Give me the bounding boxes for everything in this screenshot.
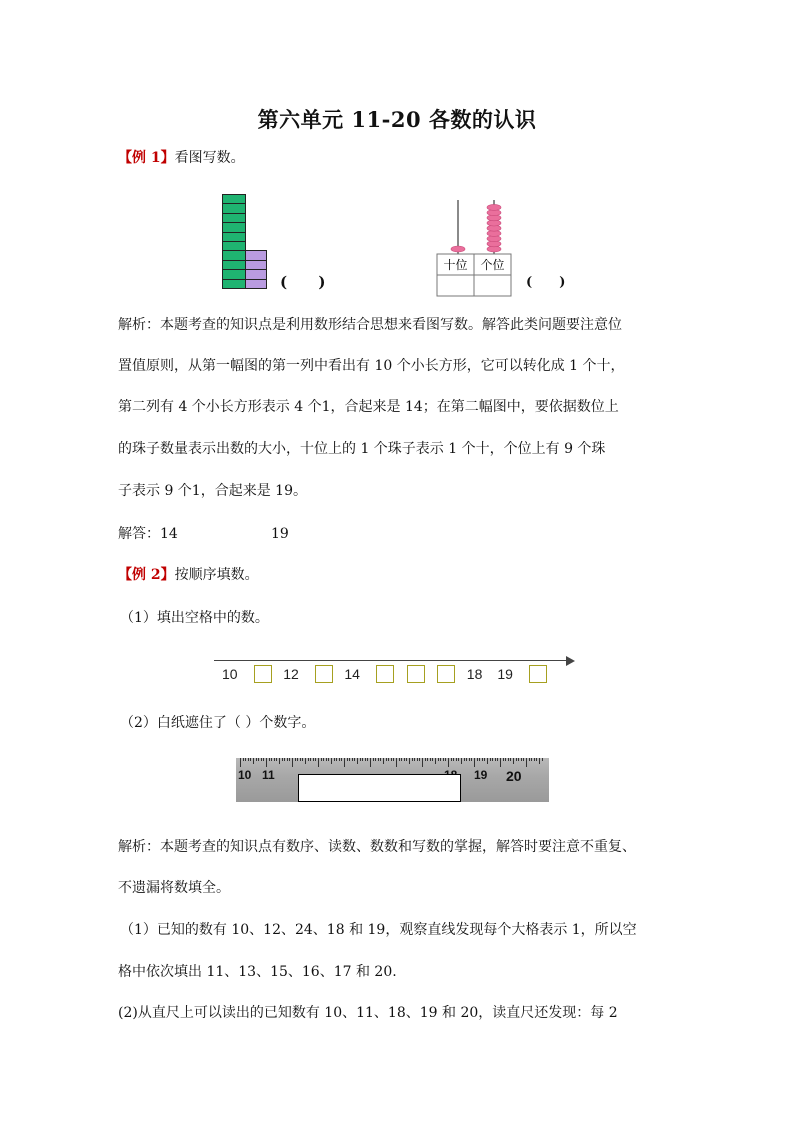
ruler-tick (354, 758, 355, 761)
ruler-tick (240, 758, 241, 767)
ruler-tick (263, 758, 264, 761)
number-line-label: 12 (283, 666, 299, 682)
ruler-tick (531, 758, 532, 761)
ruler-tick (529, 758, 530, 761)
ruler-tick (466, 758, 467, 761)
ruler-number: 10 (238, 768, 252, 782)
example1-answer: 解答：14 (118, 526, 178, 542)
ruler-tick (336, 758, 337, 761)
ruler-number: 20 (506, 768, 522, 784)
ruler-tick (243, 758, 244, 761)
ruler-tick (523, 758, 524, 761)
ruler-tick (308, 758, 309, 761)
ruler-tick (477, 758, 478, 761)
ruler-tick (492, 758, 493, 761)
ruler-tick (250, 758, 251, 761)
ruler-tick (479, 758, 480, 761)
abacus-figure (436, 196, 512, 298)
ruler-tick (404, 758, 405, 761)
ruler-tick (378, 758, 379, 761)
ruler-tick (245, 758, 246, 761)
ruler-tick (518, 758, 519, 761)
ruler-tick (373, 758, 374, 761)
ruler-tick (318, 758, 319, 767)
ruler-tick (334, 758, 335, 761)
ruler-tick (375, 758, 376, 761)
ruler-tick (393, 758, 394, 761)
ruler-tick (440, 758, 441, 761)
ruler-tick (425, 758, 426, 761)
ruler-tick (471, 758, 472, 761)
ruler-tick (406, 758, 407, 761)
ruler-tick (282, 758, 283, 761)
ruler-tick (271, 758, 272, 761)
ruler-tick (341, 758, 342, 761)
ruler-tick (357, 758, 358, 764)
ruler-tick (539, 758, 540, 764)
ruler-tick (500, 758, 501, 767)
example2-tag: 【例 2】 (118, 567, 175, 583)
ruler-tick (349, 758, 350, 761)
example2-analysis-line-2: 不遗漏将数填全。 (118, 880, 230, 896)
ruler-tick (305, 758, 306, 764)
example1-analysis-line-3: 第二列有 4 个小长方形表示 4 个1，合起来是 14；在第二幅图中，要依据数位上 (118, 399, 619, 415)
blank-answer-box[interactable] (529, 665, 547, 683)
example1-analysis-line-2: 置值原则，从第一幅图的第一列中看出有 10 个小长方形，它可以转化成 1 个十， (118, 358, 625, 374)
ruler-tick (417, 758, 418, 761)
ruler-tick (490, 758, 491, 761)
ones-place-label: 个位 (480, 258, 505, 272)
ten-column-block (222, 279, 246, 289)
ruler-tick (430, 758, 431, 761)
ruler-tick (448, 758, 449, 767)
ruler-tick (352, 758, 353, 761)
arrow-right-icon (566, 656, 575, 666)
ruler-tick (248, 758, 249, 761)
ruler-tick (451, 758, 452, 761)
ruler-tick (534, 758, 535, 761)
ruler-tick (323, 758, 324, 761)
ruler-tick (261, 758, 262, 761)
one-column-block (245, 279, 267, 289)
ruler-tick (513, 758, 514, 764)
ruler-tick (321, 758, 322, 761)
blank-answer-box[interactable] (376, 665, 394, 683)
ruler-number: 19 (474, 768, 488, 782)
ruler-tick (380, 758, 381, 761)
example2-analysis-line-5: (2)从直尺上可以读出的已知数有 10、11、18、19 和 20，读直尺还发现：每 2 (118, 1005, 618, 1021)
ones-beads (487, 204, 501, 252)
example1-analysis-line-1: 解析：本题考查的知识点是利用数形结合思想来看图写数。解答此类问题要注意位 (118, 317, 622, 333)
ruler-tick (453, 758, 454, 761)
ruler-tick (445, 758, 446, 761)
ruler-tick (388, 758, 389, 761)
ruler-number: 11 (262, 768, 275, 782)
ruler-tick (536, 758, 537, 761)
ruler-tick (360, 758, 361, 761)
number-line-label: 10 (222, 666, 238, 682)
example1-analysis-line-4: 的珠子数量表示出数的大小，十位上的 1 个珠子表示 1 个十，个位上有 9 个珠 (118, 441, 606, 457)
ruler-tick (521, 758, 522, 761)
example1-prompt: 看图写数。 (174, 150, 245, 166)
ruler-tick (310, 758, 311, 761)
example2-analysis-line-4: 格中依次填出 11、13、15、16、17 和 20. (118, 964, 397, 980)
ruler-tick (339, 758, 340, 761)
ruler-tick (347, 758, 348, 761)
ruler-tick (256, 758, 257, 761)
example1-tag: 【例 1】 (118, 150, 175, 166)
ruler-tick (269, 758, 270, 761)
ruler-tick (461, 758, 462, 764)
ruler-tick (258, 758, 259, 761)
ruler-tick (526, 758, 527, 767)
ruler-tick (328, 758, 329, 761)
ruler-tick (295, 758, 296, 761)
ruler-tick (409, 758, 410, 764)
ruler-tick (344, 758, 345, 767)
ruler-tick (302, 758, 303, 761)
number-line-axis (214, 660, 568, 661)
ruler-tick (399, 758, 400, 761)
ruler-tick (482, 758, 483, 761)
ruler-tick (331, 758, 332, 764)
ruler-tick (422, 758, 423, 767)
example2-heading (118, 565, 259, 585)
ruler-tick (365, 758, 366, 761)
ruler-tick (284, 758, 285, 761)
ruler-tick (391, 758, 392, 761)
ruler-tick (297, 758, 298, 761)
ruler-tick (414, 758, 415, 761)
white-paper-cover (298, 774, 461, 802)
abacus-bead (487, 204, 501, 210)
example2-analysis-line-3: （1）已知的数有 10、12、24、18 和 19，观察直线发现每个大格表示 1，所以空 (120, 922, 637, 938)
place-value-blocks-figure (222, 194, 268, 288)
blank-answer-box[interactable] (315, 665, 333, 683)
ruler-tick (276, 758, 277, 761)
ruler-tick (383, 758, 384, 764)
ruler-tick (300, 758, 301, 761)
ruler-tick (510, 758, 511, 761)
example1-answer-second: 19 (271, 526, 289, 542)
blank-answer-box[interactable] (437, 665, 455, 683)
blank-answer-box[interactable] (407, 665, 425, 683)
ruler-tick (266, 758, 267, 767)
ruler-tick (484, 758, 485, 761)
example1-analysis-line-5: 子表示 9 个1，合起来是 19。 (118, 483, 307, 499)
ruler-tick (456, 758, 457, 761)
ruler-tick (508, 758, 509, 761)
ruler-tick (497, 758, 498, 761)
ruler-tick (469, 758, 470, 761)
ruler-tick (370, 758, 371, 767)
ruler-tick (432, 758, 433, 761)
ruler-tick (386, 758, 387, 761)
ruler-tick (289, 758, 290, 761)
ruler-tick (443, 758, 444, 761)
ruler-tick (503, 758, 504, 761)
example2-prompt: 按顺序填数。 (174, 567, 259, 583)
ruler-tick (458, 758, 459, 761)
tens-place-label: 十位 (443, 258, 468, 272)
answer-blank-2: ( ) (526, 275, 566, 290)
ruler-tick (505, 758, 506, 761)
ruler-tick (419, 758, 420, 761)
example2-analysis-line-1: 解析：本题考查的知识点有数序、读数、数数和写数的掌握，解答时要注意不重复、 (118, 839, 636, 855)
ruler-tick (435, 758, 436, 764)
abacus-bead (451, 246, 465, 252)
ruler-tick (279, 758, 280, 764)
ruler-tick (292, 758, 293, 767)
number-line-label: 19 (497, 666, 513, 682)
ruler-tick (438, 758, 439, 761)
ruler-tick (542, 758, 543, 761)
ruler-tick (274, 758, 275, 761)
number-line-label: 14 (344, 666, 360, 682)
ruler-tick (474, 758, 475, 767)
ruler-tick (253, 758, 254, 764)
example2-part2: （2）白纸遮住了（ ）个数字。 (120, 715, 316, 731)
ruler-tick (487, 758, 488, 764)
ruler-tick (464, 758, 465, 761)
ruler-tick (427, 758, 428, 761)
blank-answer-box[interactable] (254, 665, 272, 683)
ruler-tick (516, 758, 517, 761)
number-line-label: 18 (466, 666, 483, 682)
number-line (214, 654, 580, 688)
ruler-tick (315, 758, 316, 761)
ruler-tick (401, 758, 402, 761)
ruler-tick (412, 758, 413, 761)
example1-heading (118, 148, 245, 168)
ruler-tick (326, 758, 327, 761)
page-title: 第六单元 11-20 各数的认识 (257, 107, 537, 132)
ruler-tick (287, 758, 288, 761)
ruler-tick (367, 758, 368, 761)
example2-part1: （1）填出空格中的数。 (120, 610, 269, 626)
ruler-tick (313, 758, 314, 761)
answer-blank-1: ( ) (280, 273, 326, 291)
ruler-tick (362, 758, 363, 761)
ruler-tick (396, 758, 397, 767)
tens-beads (451, 246, 465, 252)
ruler-tick (495, 758, 496, 761)
